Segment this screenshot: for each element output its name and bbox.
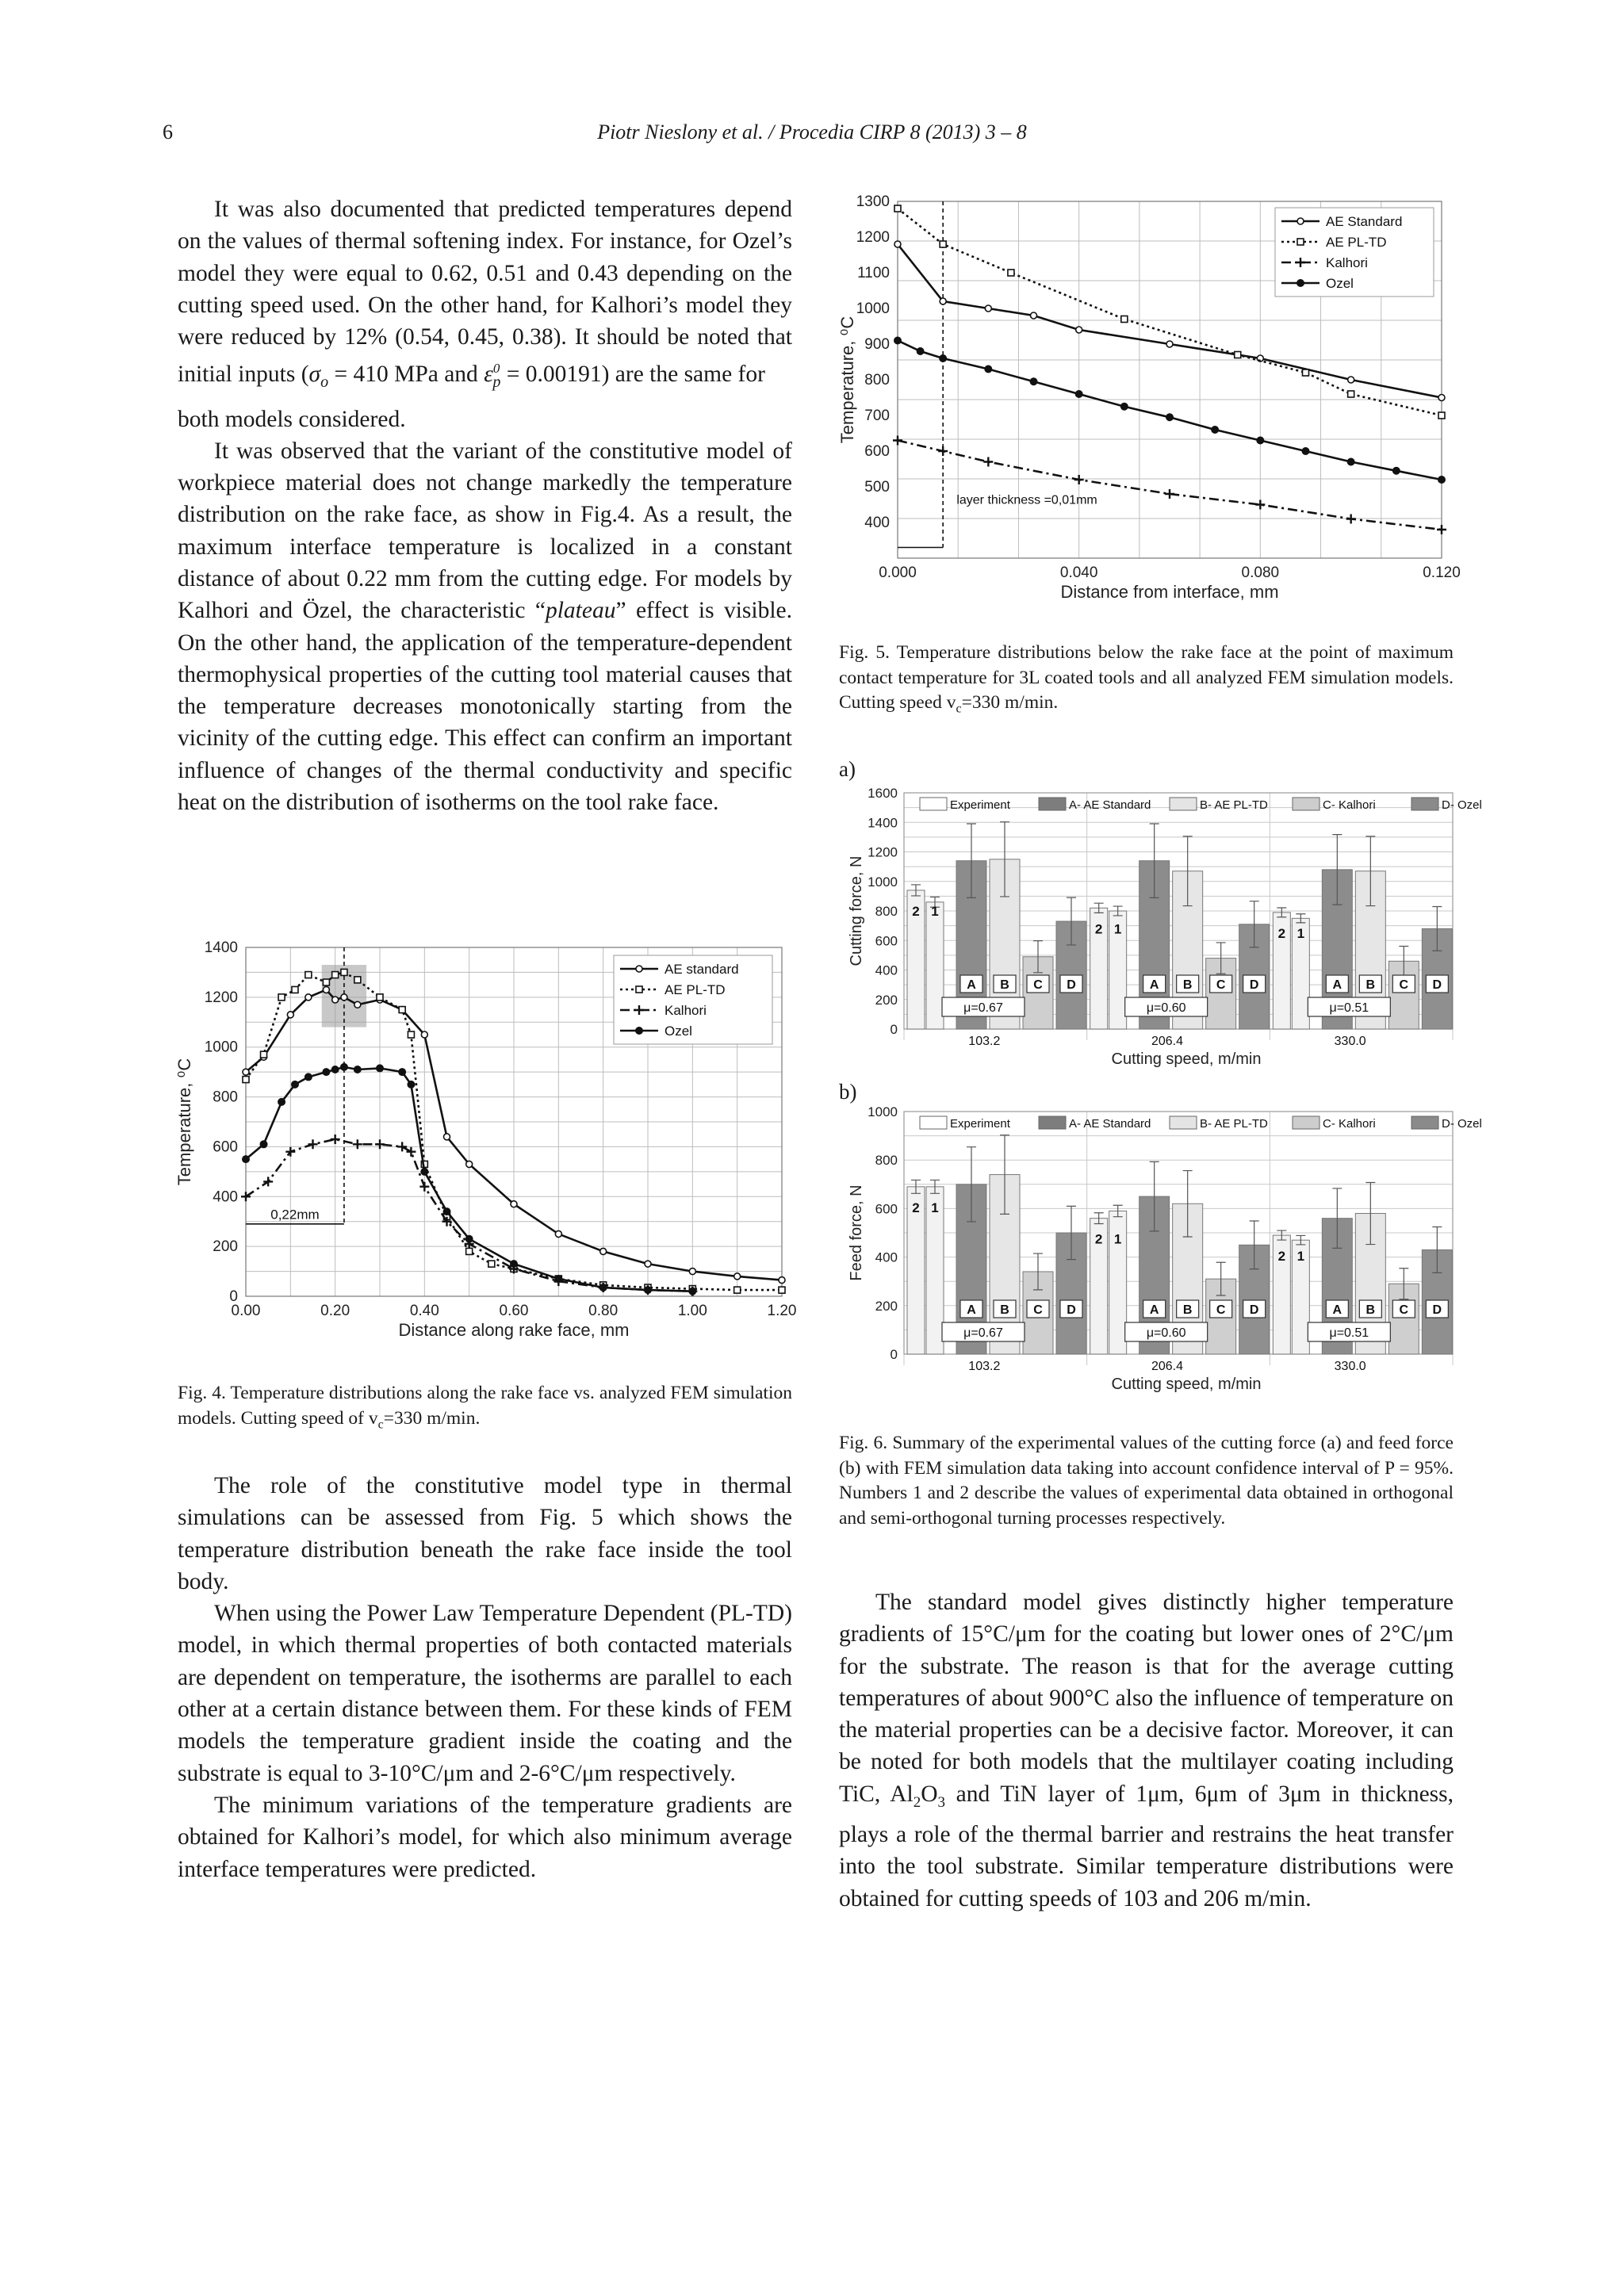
series-marker	[1120, 403, 1128, 411]
paragraph-4: When using the Power Law Temperature Dependent (PL-TD) model, in which thermal properties of both contacted materials are dependent on temperature, the isotherms are parallel to each other at a certain distance between them. For these kinds of FEM models the temperature gradient inside the coating and the substrate is equal to 3-10°C/μm and 2-6°C/μm respectively.	[178, 1601, 792, 1786]
y-axis-title: Cutting force, N	[848, 855, 865, 966]
category-label: 206.4	[1151, 1035, 1184, 1048]
x-tick-label: 0.20	[320, 1303, 350, 1319]
series-marker	[341, 994, 347, 1001]
y-tick-label: 200	[875, 1298, 898, 1314]
figure-6a	[848, 777, 1482, 1102]
series-marker	[894, 337, 902, 345]
y-tick-label: 1200	[868, 844, 898, 860]
series-marker	[779, 1287, 785, 1293]
bar-letter: A	[967, 978, 976, 992]
y-tick-label: 800	[875, 1153, 898, 1169]
series-marker	[1438, 412, 1445, 419]
x-tick-label: 0.000	[879, 564, 917, 581]
series-marker	[984, 365, 992, 373]
figure-6b-label: b)	[839, 1080, 857, 1104]
series-marker	[242, 1155, 250, 1163]
bar-letter: A	[1332, 1303, 1342, 1317]
figure-4-caption: Fig. 4. Temperature distributions along the rake face vs. analyzed FEM simulation models. Cutting speed of $v_c=330$ m/min.	[178, 1383, 792, 1432]
left-column-bottom	[178, 1470, 792, 1885]
layer-annotation: layer thickness =0,01mm	[956, 493, 1097, 507]
bar-letter: D	[1249, 978, 1259, 992]
category-label: 103.2	[968, 1360, 1001, 1373]
x-axis-title: Distance from interface, mm	[1060, 582, 1279, 602]
exp-number-2: 2	[1277, 925, 1286, 941]
series-marker	[1165, 489, 1174, 499]
legend-label: C- Kalhori	[1323, 798, 1376, 812]
y-tick-label: 400	[213, 1188, 238, 1206]
mu-label: μ=0.51	[1329, 1326, 1369, 1340]
series-marker	[323, 986, 329, 993]
bar-letter: A	[967, 1303, 976, 1317]
legend-label: A- AE Standard	[1069, 798, 1151, 812]
series-marker	[375, 1139, 385, 1149]
x-tick-label: 1.00	[677, 1303, 707, 1319]
legend-label: B- AE PL-TD	[1200, 1117, 1268, 1131]
bar-letter: D	[1067, 1303, 1076, 1317]
series-marker	[1166, 413, 1174, 421]
series-marker	[1030, 377, 1038, 385]
category-label: 330.0	[1334, 1360, 1366, 1373]
y-tick-label: 800	[864, 372, 890, 388]
y-tick-label: 900	[864, 336, 890, 353]
legend-label: AE PL-TD	[665, 982, 726, 997]
x-tick-label: 0.60	[499, 1303, 529, 1319]
category-label: 206.4	[1151, 1360, 1184, 1373]
series-marker	[600, 1248, 607, 1254]
x-axis-title: Cutting speed, m/min	[1111, 1376, 1262, 1393]
exp-number-2: 2	[912, 903, 920, 919]
bar-letter: B	[1365, 1303, 1376, 1317]
x-tick-label: 0.40	[409, 1303, 439, 1319]
series-marker	[332, 972, 339, 978]
bar-letter: D	[1432, 1303, 1442, 1317]
series-marker	[1074, 475, 1084, 484]
mu-label: μ=0.60	[1146, 1326, 1186, 1340]
y-tick-label: 1400	[204, 939, 238, 956]
y-tick-label: 0	[890, 1022, 898, 1037]
bar-letter: B	[1182, 978, 1193, 992]
series-marker	[305, 972, 312, 978]
series-line-kalhori	[898, 441, 1442, 530]
y-tick-label: 1000	[204, 1039, 238, 1056]
legend-label: AE Standard	[1326, 214, 1403, 229]
legend-marker	[1297, 239, 1304, 245]
x-tick-label: 0.00	[231, 1303, 261, 1319]
figure-4-chart	[170, 932, 796, 1360]
legend-swatch	[920, 798, 947, 810]
exp-number-1: 1	[1297, 925, 1305, 941]
legend-marker	[636, 986, 642, 993]
bar-letter: C	[1033, 978, 1043, 992]
paragraph-6: The standard model gives distinctly higher temperature gradients of 15°C/μm for the coating but lower ones of 2°C/μm for the substrate. The reason is that for the average cutting temperatures of about 900°C also the influence of temperature on the material properties can be a decisive factor. Moreover, it can be noted for both models that the multilayer coating including TiC, $Al_2O_3$ and TiN layer of 1μm, 6μm of 3μm in thickness, plays a role of the thermal barrier and restrains the heat transfer into the tool substrate. Similar temperature distributions were obtained for cutting speeds of 103 and 206 m/min.	[839, 1590, 1454, 1911]
y-tick-label: 800	[213, 1089, 238, 1106]
legend-marker	[1297, 218, 1304, 224]
series-marker	[599, 1284, 607, 1292]
legend-label: C- Kalhori	[1323, 1117, 1376, 1131]
y-tick-label: 400	[864, 515, 890, 531]
y-tick-label: 1400	[868, 815, 898, 831]
series-marker	[1256, 437, 1264, 445]
series-marker	[444, 1134, 450, 1140]
y-tick-label: 1200	[204, 989, 238, 1006]
series-marker	[466, 1248, 473, 1254]
series-marker	[645, 1261, 651, 1267]
series-marker	[278, 994, 285, 1001]
x-axis-title: Distance along rake face, mm	[398, 1320, 630, 1340]
page-header	[0, 121, 1624, 152]
legend-label: Ozel	[665, 1024, 692, 1039]
y-tick-label: 500	[864, 479, 890, 496]
mu-label: μ=0.67	[963, 1326, 1003, 1340]
exp-number-2: 2	[1094, 921, 1103, 937]
series-marker	[261, 1051, 267, 1058]
figure-4	[170, 932, 796, 1360]
bar-letter: C	[1216, 1303, 1226, 1317]
paragraph-1: It was also documented that predicted temperatures depend on the values of thermal softening index. For instance, for Ozel’s model they were equal to 0.62, 0.51 and 0.43 depending on the cutting speed used. On the other hand, for Kalhori’s model they were reduced by 12% (0.54, 0.45, 0.38). It should be noted that initial inputs ($\sigma_o = 410$ MPa and $\varepsilon^0_p = 0.00191$) are the same for	[178, 197, 792, 392]
series-marker	[466, 1161, 473, 1167]
series-marker	[304, 1073, 312, 1081]
series-marker	[1392, 467, 1400, 475]
bar-letter: B	[1000, 1303, 1009, 1317]
series-marker	[1302, 447, 1310, 455]
legend-swatch	[1293, 798, 1320, 810]
series-marker	[985, 305, 991, 312]
series-marker	[419, 1182, 429, 1192]
series-marker	[1438, 476, 1446, 484]
legend-swatch	[1039, 1116, 1066, 1129]
y-tick-label: 200	[875, 992, 898, 1008]
series-marker	[408, 1031, 414, 1038]
series-marker	[734, 1273, 741, 1280]
bar-letter: C	[1399, 978, 1409, 992]
figure-6a-label: a)	[839, 757, 856, 781]
legend-swatch	[1039, 798, 1066, 810]
series-marker	[407, 1081, 415, 1089]
series-marker	[893, 436, 902, 446]
mu-label: μ=0.51	[1329, 1001, 1369, 1015]
bar-letter: B	[1365, 978, 1376, 992]
figure-6b-chart	[848, 1100, 1482, 1410]
bar-letter: B	[1000, 978, 1009, 992]
series-marker	[354, 1001, 361, 1008]
series-marker	[406, 1147, 416, 1157]
series-marker	[734, 1287, 741, 1293]
series-marker	[443, 1207, 451, 1215]
legend-marker	[636, 966, 642, 972]
figure-5-chart	[833, 189, 1467, 617]
exp-number-2: 2	[1094, 1231, 1103, 1247]
legend-swatch	[1411, 1116, 1438, 1129]
series-marker	[291, 1081, 299, 1089]
mu-label: μ=0.60	[1146, 1001, 1186, 1015]
series-marker	[323, 979, 329, 985]
left-column-top	[178, 193, 792, 818]
series-marker	[779, 1277, 785, 1284]
y-tick-label: 600	[864, 443, 890, 460]
legend-label: AE standard	[665, 962, 739, 977]
paragraph-1-end: both models considered.	[178, 406, 406, 432]
series-marker	[341, 969, 347, 975]
figure-5-caption: Fig. 5. Temperature distributions below the rake face at the point of maximum contact temperature for 3L coated tools and all analyzed FEM simulation models. Cutting speed $v_c=330$ m/min.	[839, 642, 1454, 716]
bar-letter: B	[1182, 1303, 1193, 1317]
figure-6-caption: Fig. 6. Summary of the experimental values of the cutting force (a) and feed force (b) with FEM simulation data taking into account confidence interval of P = 95%. Numbers 1 and 2 describe the values of experimental data obtained in orthogonal and semi-orthogonal turning processes respectively.	[839, 1433, 1454, 1529]
series-marker	[1437, 525, 1446, 534]
mu-label: μ=0.67	[963, 1001, 1003, 1015]
page-number: 6	[163, 121, 173, 144]
x-tick-label: 0.040	[1059, 564, 1098, 581]
series-marker	[354, 1066, 362, 1073]
legend-marker	[1297, 279, 1304, 287]
bar-letter: C	[1033, 1303, 1043, 1317]
bar-letter: D	[1249, 1303, 1259, 1317]
series-marker	[397, 1142, 407, 1151]
category-label: 103.2	[968, 1035, 1001, 1048]
y-tick-label: 400	[875, 962, 898, 978]
series-marker	[260, 1140, 268, 1148]
distance-annotation: 0,22mm	[270, 1207, 320, 1223]
figure-6b	[848, 1100, 1482, 1410]
series-marker	[894, 205, 901, 212]
series-marker	[511, 1201, 517, 1207]
series-marker	[1347, 458, 1355, 466]
y-tick-label: 200	[213, 1238, 238, 1256]
legend-label: Kalhori	[665, 1003, 707, 1018]
series-marker	[353, 1139, 362, 1149]
legend-label: Experiment	[950, 1117, 1010, 1131]
legend-swatch	[1411, 798, 1438, 810]
series-marker	[243, 1077, 249, 1083]
legend-swatch	[920, 1116, 947, 1129]
series-marker	[938, 446, 948, 456]
series-marker	[398, 1068, 406, 1076]
series-marker	[332, 997, 339, 1003]
series-marker	[340, 1063, 348, 1071]
legend-label: A- AE Standard	[1069, 1117, 1151, 1131]
series-marker	[1303, 369, 1309, 376]
series-marker	[894, 241, 901, 247]
legend-label: AE PL-TD	[1326, 235, 1387, 250]
y-tick-label: 1200	[856, 229, 890, 246]
exp-number-1: 1	[1113, 921, 1122, 937]
series-marker	[689, 1269, 695, 1275]
series-marker	[1211, 426, 1219, 434]
series-marker	[644, 1286, 652, 1294]
figure-6a-chart	[848, 777, 1482, 1102]
series-marker	[1348, 377, 1354, 383]
series-marker	[554, 1275, 562, 1283]
bar-letter: D	[1432, 978, 1442, 992]
series-marker	[331, 1066, 339, 1073]
legend-swatch	[1170, 798, 1197, 810]
category-label: 330.0	[1334, 1035, 1366, 1048]
y-tick-label: 400	[875, 1249, 898, 1265]
series-marker	[243, 1069, 249, 1075]
legend-swatch	[1170, 1116, 1197, 1129]
bar-letter: C	[1216, 978, 1226, 992]
series-marker	[510, 1260, 518, 1268]
series-marker	[1121, 316, 1128, 323]
y-tick-label: 1100	[857, 265, 890, 281]
exp-number-2: 2	[1277, 1249, 1286, 1265]
series-marker	[1031, 312, 1037, 319]
exp-number-1: 1	[1297, 1249, 1305, 1265]
running-title: Piotr Nieslony et al. / Procedia CIRP 8 (2013) 3 – 8	[597, 121, 1027, 144]
series-marker	[940, 298, 946, 304]
bar-letter: D	[1067, 978, 1076, 992]
series-marker	[1235, 352, 1241, 358]
y-tick-label: 1000	[868, 1104, 898, 1119]
series-marker	[1438, 395, 1445, 401]
legend-label: Ozel	[1326, 276, 1354, 291]
legend-label: B- AE PL-TD	[1200, 798, 1268, 812]
series-marker	[1348, 391, 1354, 397]
y-tick-label: 600	[875, 1201, 898, 1217]
bar-letter: A	[1149, 1303, 1159, 1317]
series-marker	[1346, 515, 1356, 524]
exp-number-1: 1	[931, 903, 939, 919]
series-marker	[917, 347, 925, 355]
series-marker	[278, 1098, 285, 1106]
bar-letter: C	[1399, 1303, 1409, 1317]
epsilon-symbol: $\varepsilon^0_p$	[484, 361, 501, 392]
series-marker	[1075, 390, 1083, 398]
series-marker	[322, 1068, 330, 1076]
paragraph-2: It was observed that the variant of the constitutive model of workpiece material does not change markedly the temperature distribution on the rake face, as show in Fig.4. As a result, the maximum interface temperature is localized in a constant distance of about 0.22 mm from the cutting edge. For models by Kalhori and Özel, the characteristic “plateau” effect is visible. On the other hand, the application of the temperature-dependent thermophysical properties of the cutting tool material causes that the temperature decreases monotonically starting from the vicinity of the cutting edge. This effect can confirm an important influence of changes of the thermal conductivity and specific heat on the distribution of isotherms on the tool rake face.	[178, 438, 792, 816]
series-marker	[939, 354, 947, 362]
y-tick-label: 700	[864, 408, 890, 424]
x-axis-title: Cutting speed, m/min	[1111, 1050, 1262, 1068]
y-tick-label: 0	[890, 1347, 898, 1362]
legend-marker	[635, 1027, 643, 1035]
x-tick-label: 0.120	[1423, 564, 1461, 581]
y-tick-label: 1300	[856, 193, 890, 210]
y-axis-title: Temperature, ⁰C	[837, 316, 857, 444]
paragraph-3: The role of the constitutive model type in thermal simulations can be assessed from Fig. 5 which shows the temperature distribution beneath the rake face inside the tool body.	[178, 1473, 792, 1594]
exp-number-1: 1	[931, 1200, 939, 1215]
series-marker	[1166, 341, 1173, 347]
series-marker	[488, 1261, 495, 1267]
series-marker	[292, 986, 298, 993]
series-marker	[420, 1168, 428, 1176]
legend-label: Kalhori	[1326, 255, 1368, 270]
series-marker	[399, 1007, 405, 1013]
legend-swatch	[1293, 1116, 1320, 1129]
y-tick-label: 800	[875, 904, 898, 919]
series-marker	[1255, 500, 1265, 510]
x-tick-label: 0.080	[1241, 564, 1280, 581]
series-marker	[1076, 327, 1082, 333]
series-marker	[287, 1012, 293, 1018]
series-marker	[555, 1230, 561, 1237]
y-tick-label: 0	[229, 1288, 238, 1305]
bar-letter: A	[1149, 978, 1159, 992]
series-marker	[688, 1288, 696, 1295]
series-marker	[354, 977, 361, 983]
y-axis-title: Temperature, ⁰C	[174, 1058, 194, 1186]
series-marker	[983, 457, 993, 467]
sigma-symbol: $\sigma_o$	[308, 362, 329, 392]
y-tick-label: 600	[875, 933, 898, 949]
y-tick-label: 1600	[868, 786, 898, 801]
series-marker	[1008, 270, 1014, 276]
y-tick-label: 1000	[856, 300, 890, 317]
exp-number-1: 1	[1113, 1231, 1122, 1247]
series-marker	[376, 1064, 384, 1072]
paragraph-5: The minimum variations of the temperature gradients are obtained for Kalhori’s model, for which also minimum average interface temperatures were predicted.	[178, 1792, 792, 1882]
legend-label: D- Ozel	[1442, 798, 1482, 812]
series-marker	[377, 994, 383, 1001]
legend-label: Experiment	[950, 798, 1010, 812]
exp-number-2: 2	[912, 1200, 920, 1215]
y-axis-title: Feed force, N	[848, 1184, 865, 1281]
series-marker	[421, 1031, 427, 1038]
series-marker	[465, 1235, 473, 1243]
series-marker	[305, 994, 312, 1001]
x-tick-label: 0.80	[588, 1303, 619, 1319]
x-tick-label: 1.20	[767, 1303, 797, 1319]
figure-5	[833, 189, 1467, 617]
legend-label: D- Ozel	[1442, 1117, 1482, 1131]
y-tick-label: 1000	[868, 874, 898, 890]
bar-experiment-2	[926, 902, 944, 1029]
series-marker	[308, 1139, 318, 1149]
right-column-bottom	[839, 1586, 1454, 1915]
y-tick-label: 600	[213, 1138, 238, 1156]
series-marker	[940, 241, 946, 247]
series-marker	[331, 1135, 340, 1144]
bar-letter: A	[1332, 978, 1342, 992]
